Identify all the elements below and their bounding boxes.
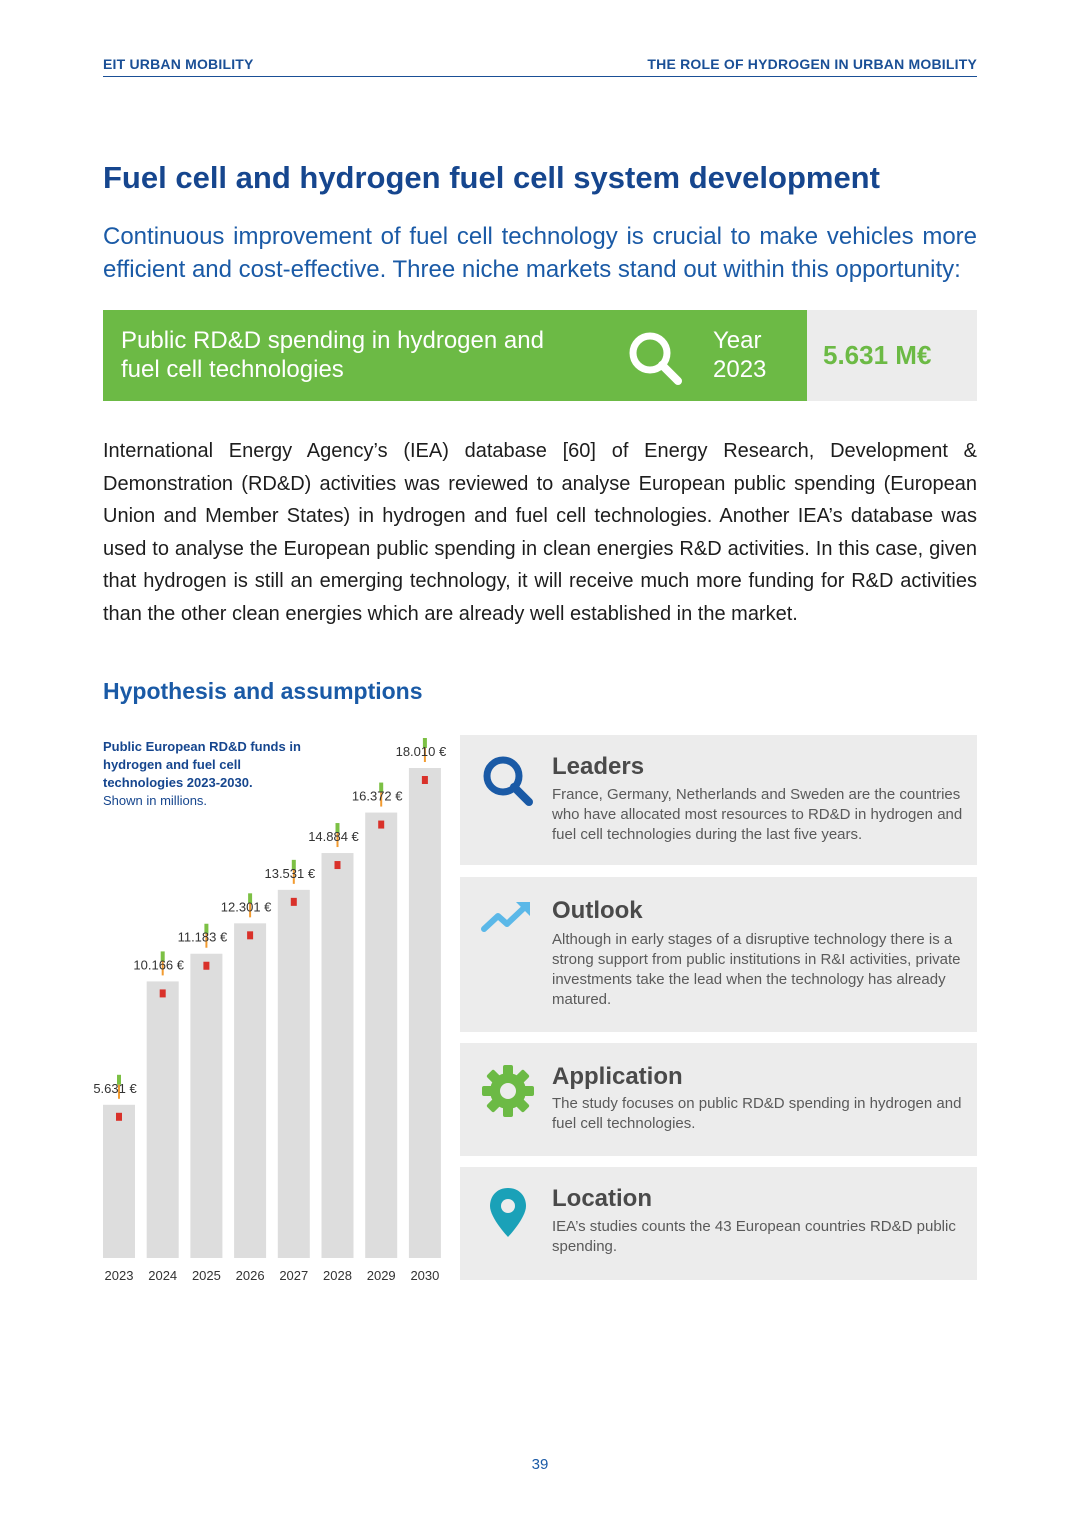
card-text: The study focuses on public RD&D spending in hydrogen and fuel cell technologies. <box>552 1095 962 1132</box>
chart-value-label: 11.183 € <box>177 929 228 945</box>
chart-marker-base <box>378 821 384 829</box>
card-text: France, Germany, Netherlands and Sweden are the countries who have allocated most resources to RD&D in hydrogen and fuel cell technologies during the last five years. <box>552 786 963 843</box>
section-title: Hypothesis and assumptions <box>103 678 423 704</box>
card-text: Although in early stages of a disruptive technology there is a strong support from public institutions in R&I activities, private investments take the lead when the technology has already matured. <box>552 931 961 1008</box>
card-title: Application <box>552 1063 683 1090</box>
banner-value-panel <box>807 310 977 401</box>
search-icon <box>480 753 536 809</box>
card-leaders <box>460 735 977 865</box>
chart-tick-label: 2025 <box>191 1268 221 1283</box>
header-document-title: THE ROLE OF HYDROGEN IN URBAN MOBILITY <box>647 56 977 72</box>
chart-bar-2024 <box>147 981 179 1258</box>
chart-marker-base <box>203 962 209 970</box>
page-title: Fuel cell and hydrogen fuel cell system development <box>103 160 880 195</box>
banner-year-block <box>713 326 766 384</box>
chart-marker-base <box>116 1113 122 1121</box>
card-location <box>460 1167 977 1280</box>
banner-year-label: Year <box>713 327 762 354</box>
location-pin-icon <box>480 1185 536 1241</box>
page-number: 39 <box>531 1456 549 1473</box>
intro-paragraph: Continuous improvement of fuel cell technology is crucial to make vehicles more efficient and cost-effective. Three niche markets stand out within this opportunity: <box>103 223 977 283</box>
card-title: Outlook <box>552 897 643 924</box>
chart-marker-base <box>291 898 297 906</box>
chart-marker-base <box>247 931 253 939</box>
chart-bar-2023 <box>103 1105 135 1258</box>
chart-tick-label: 2029 <box>366 1268 396 1283</box>
card-outlook <box>460 877 977 1032</box>
banner-year-value: 2023 <box>713 356 767 383</box>
body-paragraph: International Energy Agency’s (IEA) database [60] of Energy Research, Development & Demonstration (RD&D) activities was reviewed to analyse European public spending (European Union and Member States) in hydrogen and fuel cell technologies. Another IEA’s database was used to analyse the European public spending in clean energies R&D activities. In this case, given that hydrogen is still an emerging technology, it will receive much more funding for R&D activities than the other clean energies which are already well established in the market. <box>103 440 977 625</box>
search-icon <box>625 328 685 388</box>
chart-tick-label: 2026 <box>235 1268 265 1283</box>
chart-marker-base <box>160 989 166 997</box>
funding-bar-chart <box>90 730 460 1290</box>
chart-marker-base <box>422 776 428 784</box>
chart-tick-label: 2023 <box>104 1268 134 1283</box>
chart-caption-unit: Shown in millions. <box>103 793 208 808</box>
banner-value: 5.631 M€ <box>823 340 932 370</box>
chart-bar-2026 <box>234 923 266 1258</box>
banner-label: Public RD&D spending in hydrogen and fuel cell technologies <box>121 327 544 383</box>
banner-label-panel <box>103 310 807 401</box>
card-title: Location <box>552 1185 652 1212</box>
chart-value-label: 12.301 € <box>220 899 272 915</box>
trend-up-icon <box>480 891 536 947</box>
chart-bar-2029 <box>365 813 397 1258</box>
card-text: IEA’s studies counts the 43 European countries RD&D public spending. <box>552 1218 956 1255</box>
chart-value-label: 14.884 € <box>308 829 359 845</box>
header-rule <box>103 76 977 77</box>
chart-value-label: 10.166 € <box>133 957 185 973</box>
chart-tick-label: 2024 <box>148 1268 178 1283</box>
chart-value-label: 13.531 € <box>264 865 316 881</box>
chart-bar-2025 <box>190 954 222 1258</box>
card-title: Leaders <box>552 753 645 780</box>
chart-bar-2030 <box>409 768 441 1258</box>
chart-value-label: 18.010 € <box>395 744 447 759</box>
spending-banner <box>103 310 977 401</box>
chart-bar-2027 <box>278 890 310 1258</box>
gear-icon <box>480 1063 536 1119</box>
card-application <box>460 1043 977 1156</box>
chart-bar-2028 <box>322 853 354 1258</box>
chart-value-label: 5.631 € <box>93 1080 137 1096</box>
chart-tick-label: 2028 <box>323 1268 352 1283</box>
chart-value-label: 16.372 € <box>351 788 403 804</box>
chart-caption-title: Public European RD&D funds in hydrogen and fuel cell technologies 2023-2030. <box>103 739 301 790</box>
chart-tick-label: 2030 <box>410 1268 440 1283</box>
header-publisher: EIT URBAN MOBILITY <box>103 56 254 72</box>
chart-tick-label: 2027 <box>279 1268 309 1283</box>
chart-marker-base <box>335 861 341 869</box>
